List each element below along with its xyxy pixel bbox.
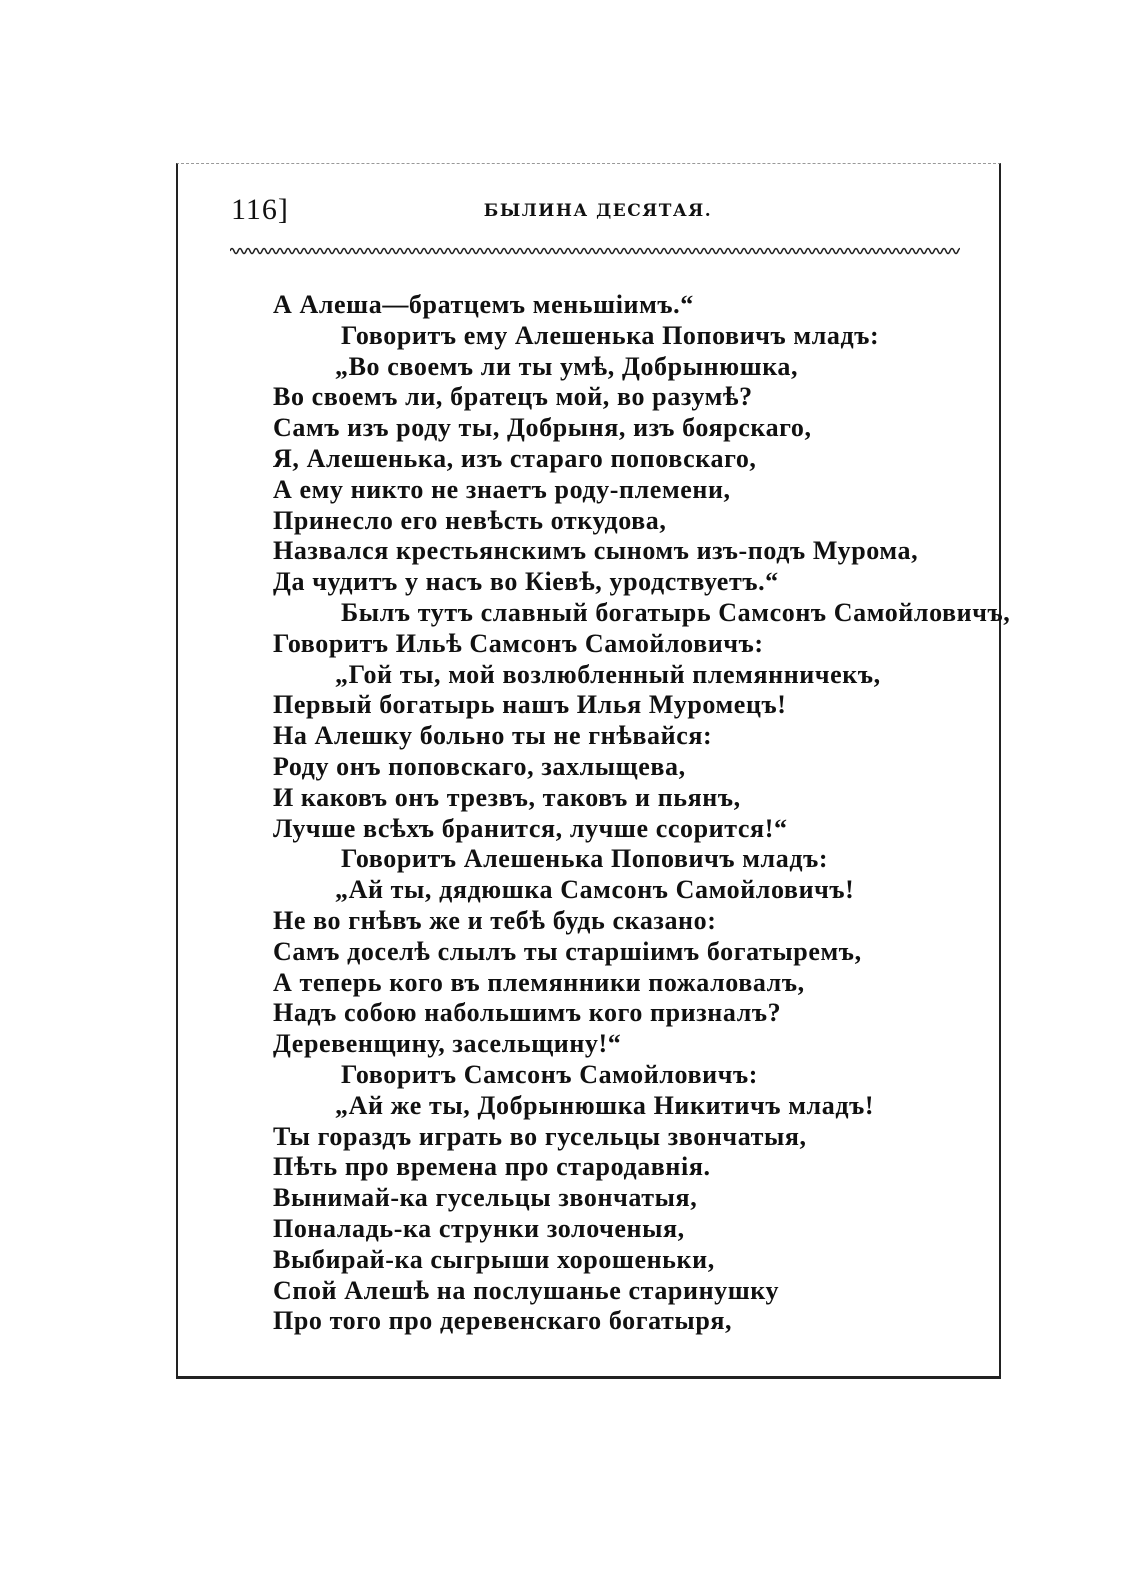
page-number: 116] — [231, 193, 289, 226]
running-header: БЫЛИНА ДЕСЯТАЯ. — [483, 201, 713, 221]
poem-line: Говоритъ Алешенька Поповичъ младъ: — [341, 844, 829, 874]
poem-line: Лучше всѣхъ бранится, лучше ссорится!“ — [273, 813, 788, 843]
poem-line: Во своемъ ли, братецъ мой, во разумѣ? — [273, 382, 753, 412]
poem-line: Ты гораздъ играть во гусельцы звончатыя, — [273, 1121, 807, 1151]
poem-line: Да чудитъ у насъ во Кіевѣ, уродствуетъ.“ — [273, 567, 779, 597]
poem-line: И каковъ онъ трезвъ, таковъ и пьянъ, — [273, 782, 741, 812]
poem-line: Пѣть про времена про стародавнія. — [273, 1152, 711, 1182]
poem-line: Деревенщину, засельщину!“ — [273, 1029, 622, 1059]
poem-line: „Ай ты, дядюшка Самсонъ Самойловичъ! — [335, 875, 855, 905]
poem-line: Я, Алешенька, изъ стараго поповскаго, — [273, 443, 757, 473]
poem-line: Вынимай-ка гусельцы звончатыя, — [273, 1183, 698, 1213]
poem-line: Роду онъ поповскаго, захлыщева, — [273, 751, 686, 781]
poem-line: Первый богатырь нашъ Илья Муромецъ! — [273, 690, 787, 720]
poem-line: Говоритъ Ильѣ Самсонъ Самойловичъ: — [273, 628, 764, 658]
poem-line: Не во гнѣвъ же и тебѣ будь сказано: — [273, 905, 717, 935]
poem-line: Принесло его невѣсть откудова, — [273, 505, 667, 535]
poem-line: Спой Алешѣ на послушанье старинушку — [273, 1275, 780, 1305]
poem-line: А Алеша—братцемъ меньшіимъ.“ — [273, 290, 694, 319]
poem-line: Поналадь-ка струнки золоченыя, — [273, 1213, 685, 1243]
poem-line: Былъ тутъ славный богатырь Самсонъ Самойловичъ, — [341, 597, 1011, 627]
poem-line: „Во своемъ ли ты умѣ, Добрынюшка, — [335, 351, 799, 381]
poem-line: Говоритъ Самсонъ Самойловичъ: — [341, 1059, 758, 1089]
wavy-divider — [230, 244, 960, 258]
poem-line: „Ай же ты, Добрынюшка Никитичъ младъ! — [335, 1090, 875, 1120]
poem-line: Говоритъ ему Алешенька Поповичъ младъ: — [341, 320, 880, 350]
poem-line: Про того про деревенскаго богатыря, — [273, 1306, 733, 1336]
poem-line: Надъ собою набольшимъ кого призналъ? — [273, 998, 782, 1028]
poem-line: Выбирай-ка сыгрыши хорошеньки, — [273, 1244, 715, 1274]
poem-line: Самъ доселѣ слылъ ты старшіимъ богатыремъ, — [273, 936, 862, 966]
poem-line: Самъ изъ роду ты, Добрыня, изъ боярскаго, — [273, 413, 812, 443]
poem-line: А ему никто не знаетъ роду-племени, — [273, 474, 731, 504]
poem-text — [273, 290, 1011, 1337]
poem-line: А теперь кого въ племянники пожаловалъ, — [273, 967, 805, 997]
poem-line: На Алешку больно ты не гнѣвайся: — [273, 721, 713, 751]
poem-line: Назвался крестьянскимъ сыномъ изъ-подъ Мурома, — [273, 536, 919, 566]
poem-line: „Гой ты, мой возлюбленный племянничекъ, — [335, 659, 881, 689]
